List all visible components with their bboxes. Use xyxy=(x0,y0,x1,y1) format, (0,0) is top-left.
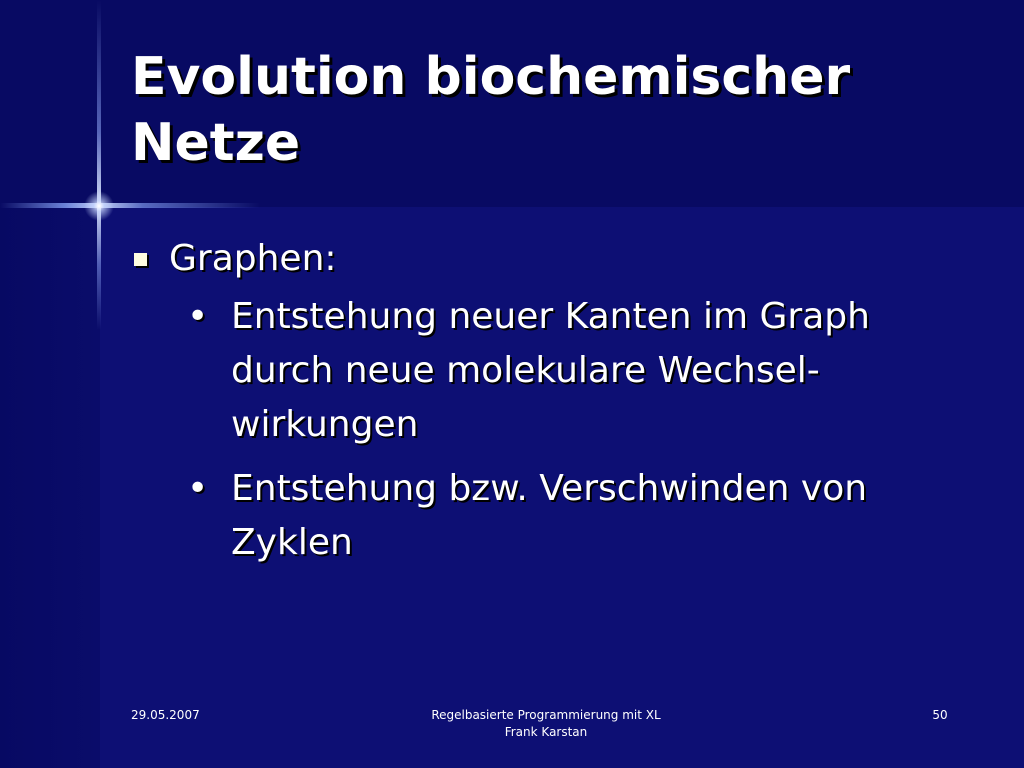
bullet-text: Graphen: xyxy=(169,238,337,279)
dot-bullet-icon: • xyxy=(187,468,209,509)
square-bullet-icon xyxy=(134,253,147,266)
footer-author: Frank Karstan xyxy=(504,725,588,739)
sub-bullet-item xyxy=(187,290,911,452)
sub-bullet-text: Entstehung neuer Kanten im Graph durch neue molekulare Wechsel-wirkungen xyxy=(231,296,870,445)
sub-bullet-text: Entstehung bzw. Verschwinden von Zyklen xyxy=(231,468,868,563)
footer-page-number: 50 xyxy=(932,708,948,722)
bullet-item xyxy=(131,232,991,286)
footer-course: Regelbasierte Programmierung mit XL xyxy=(431,708,661,722)
light-flare-vertical xyxy=(97,0,101,330)
dot-bullet-icon: • xyxy=(187,296,209,337)
slide-title: Evolution biochemischer Netze xyxy=(131,47,851,173)
footer-date: 29.05.2007 xyxy=(131,708,200,722)
light-flare-horizontal xyxy=(0,203,260,208)
sub-bullet-item xyxy=(187,462,911,570)
footer-center xyxy=(400,707,692,741)
slide-content xyxy=(131,232,991,580)
light-flare-star-icon xyxy=(84,191,114,221)
